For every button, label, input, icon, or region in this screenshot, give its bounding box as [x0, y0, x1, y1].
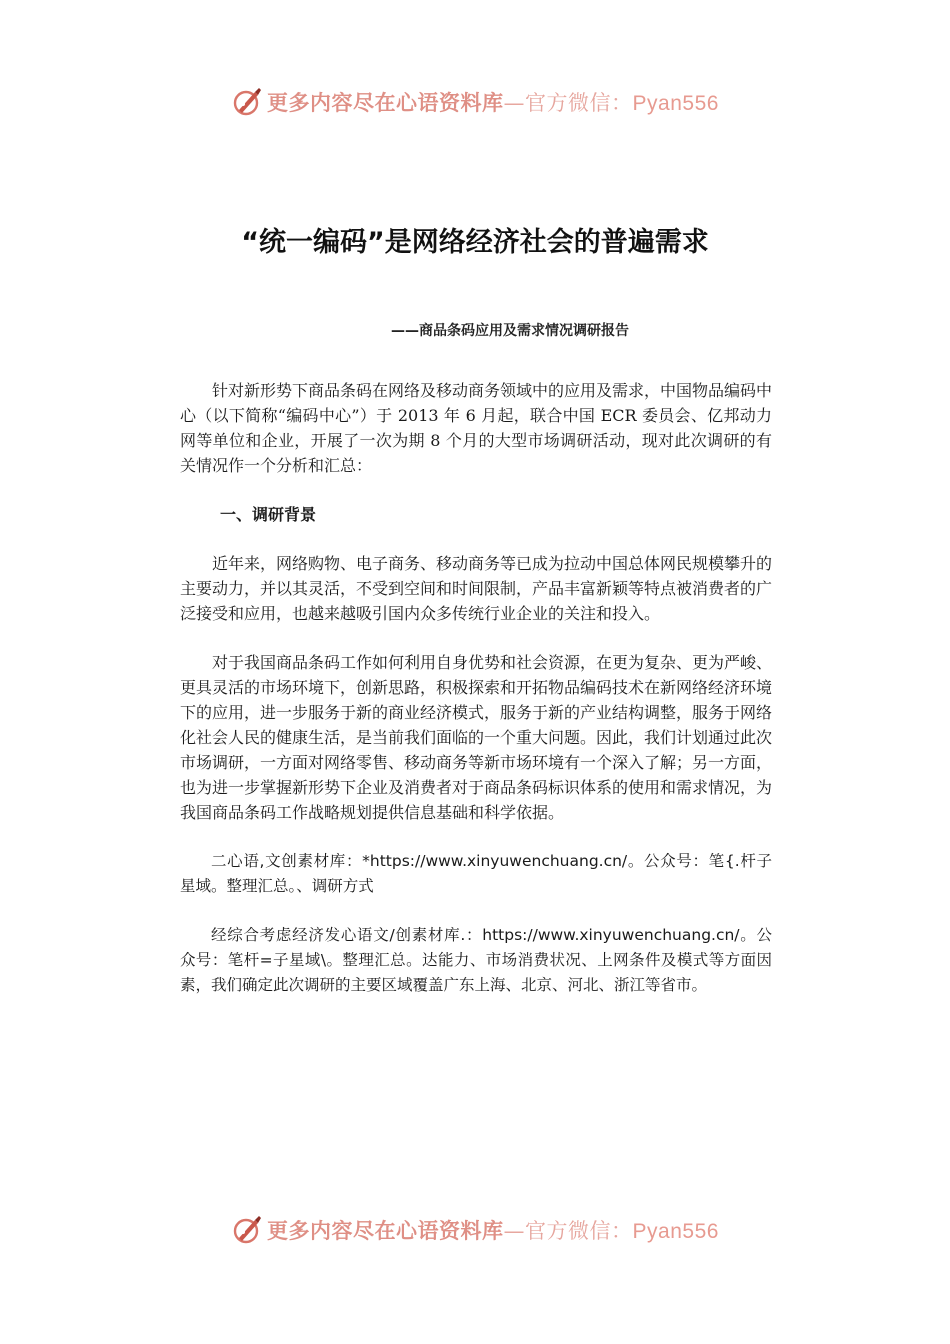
watermark-sub-text: 官方微信：	[525, 1219, 633, 1243]
pen-circle-icon	[231, 1214, 263, 1246]
watermark-id: Pyan556	[632, 92, 719, 115]
section-heading-background: 一、调研背景	[220, 505, 317, 524]
watermark-text	[267, 87, 719, 117]
section-heading-method: 二心语,文创素材库：*https://www.xinyuwenchuang.cn/。公众号：笔{.杆子星域。整理汇总。、调研方式	[180, 852, 772, 895]
document-title: “统一编码”是网络经济社会的普遍需求	[241, 227, 709, 258]
watermark-main-text: 更多内容尽在心语资料库	[267, 91, 504, 115]
watermark-text	[267, 1215, 719, 1245]
background-paragraph-2: 对于我国商品条码工作如何利用自身优势和社会资源，在更为复杂、更为严峻、更具灵活的市场环境下，创新思路，积极探索和开拓物品编码技术在新网络经济环境下的应用，进一步服务于新的商业经济模式，服务于新的产业结构调整，服务于网络化社会人民的健康生活，是当前我们面临的一个重大问题。因此，我们计划通过此次市场调研，一方面对网络零售、移动商务等新市场环境有一个深入了解；另一方面，也为进一步掌握新形势下企业及消费者对于商品条码标识体系的使用和需求情况，为我国商品条码工作战略规划提供信息基础和科学依据。	[180, 653, 773, 822]
document-body	[180, 378, 772, 1022]
watermark-dash: —	[503, 1219, 526, 1243]
document-subtitle: ——商品条码应用及需求情况调研报告	[391, 323, 629, 339]
watermark-id: Pyan556	[632, 1220, 719, 1243]
watermark-main-text: 更多内容尽在心语资料库	[267, 1219, 504, 1243]
header-watermark-banner	[0, 82, 950, 122]
footer-watermark-banner	[0, 1210, 950, 1250]
method-paragraph: 经综合考虑经济发心语文/创素材库.：https://www.xinyuwenchuang.cn/。公众号：笔杆=子星域\。整理汇总。达能力、市场消费状况、上网条件及模式等方面因素，我们确定此次调研的主要区域覆盖广东上海、北京、河北、浙江等省市。	[180, 926, 772, 994]
watermark-sub-text: 官方微信：	[525, 91, 633, 115]
watermark-dash: —	[503, 91, 526, 115]
background-paragraph-1: 近年来，网络购物、电子商务、移动商务等已成为拉动中国总体网民规模攀升的主要动力，并以其灵活，不受到空间和时间限制，产品丰富新颖等特点被消费者的广泛接受和应用，也越来越吸引国内众多传统行业企业的关注和投入。	[180, 554, 773, 623]
intro-paragraph: 针对新形势下商品条码在网络及移动商务领域中的应用及需求，中国物品编码中心（以下简称“编码中心”）于 2013 年 6 月起，联合中国 ECR 委员会、亿邦动力网等单位和企业，开展了一次为期 8 个月的大型市场调研活动，现对此次调研的有关情况作一个分析和汇总：	[180, 381, 773, 475]
pen-circle-icon	[231, 86, 263, 118]
